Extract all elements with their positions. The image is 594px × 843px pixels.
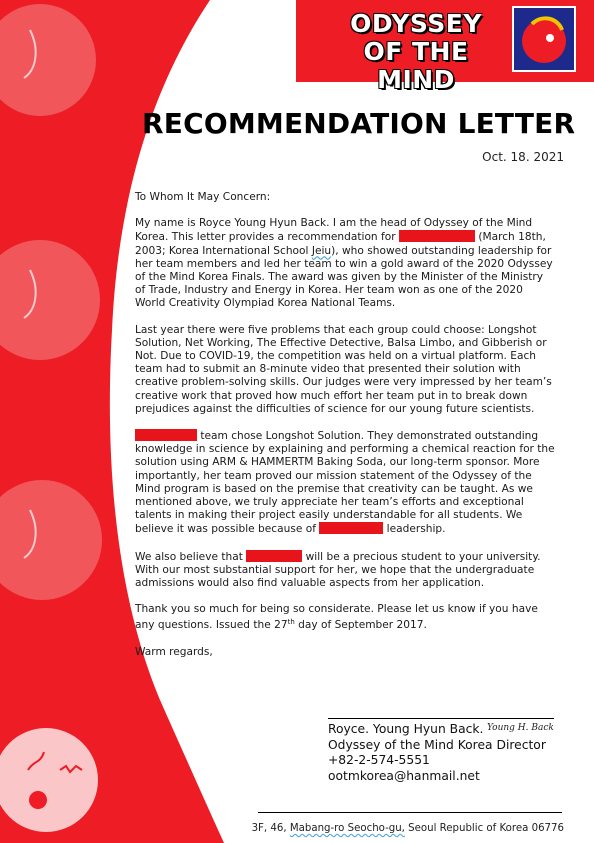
footer-divider <box>258 812 562 813</box>
redacted-name <box>319 522 383 534</box>
redacted-name <box>246 550 302 562</box>
letter-date: Oct. 18. 2021 <box>482 150 564 164</box>
paragraph-4: We also believe that will be a precious student to your university. With our most substantial support for her, we hope that the undergraduate admissions would also find valuable aspects from her application. <box>135 550 541 590</box>
letter-body <box>135 191 555 672</box>
paragraph-1: My name is Royce Young Hyun Back. I am the head of Odyssey of the Mind Korea. This letter provides a recommendation for (March 18th, 2003; Korea International School Jeiu), who showed outstanding leadership for her team members and led her team to win a gold award of the 2020 Odyssey of the Mind Korea Finals. The award was given by the Minister of the Ministry of Trade, Industry and Energy in Korea. Her team won as one of the 2020 World Creativity Olympiad Korea National Teams. <box>135 217 553 310</box>
signature-block <box>328 722 568 784</box>
logo-wordmark <box>326 10 506 94</box>
signer-phone: +82-2-574-5551 <box>328 753 430 767</box>
logo-banner <box>296 0 594 94</box>
paragraph-3: team chose Longshot Solution. They demonstrated outstanding knowledge in science by explaining and performing a chemical reaction for the solution using ARM & HAMMERTM Baking Soda, our long-term sponsor. More importantly, her team proved our mission statement of the Odyssey of the Mind program is based on the premise that creativity can be taught. As we mentioned above, we truly appreciate her team’s efforts and exceptional talents in making their project easily understandable for all students. We believe it was possible because of leadership. <box>135 430 555 536</box>
handwritten-signature: Young H. Back <box>487 723 554 733</box>
paragraph-5: Thank you so much for being so considerate. Please let us know if you have any questions. Issued the 27th day of September 2017. <box>135 603 538 632</box>
logo-line-1: ODYSSEY <box>350 9 482 38</box>
closing: Warm regards, <box>135 645 213 658</box>
logo-emblem-icon <box>512 6 576 72</box>
salutation: To Whom It May Concern: <box>135 191 271 203</box>
page-title: RECOMMENDATION LETTER <box>142 107 576 140</box>
signer-email: ootmkorea@hanmail.net <box>328 768 480 783</box>
signature-line <box>328 718 554 719</box>
paragraph-2: Last year there were five problems that each group could choose: Longshot Solution, Net Working, The Effective Detective, Balsa Limbo, and Gibberish or Not. Due to COVID-19, the competition was held on a virtual platform. Each team had to submit an 8-minute video that presented their solution with creative problem-solving skills. Our judges were very impressed by her team’s creative work that proved how much effort her team put in to break down prejudices against the difficulties of science for our young future scientists. <box>135 323 552 415</box>
footer-address: 3F, 46, Mabang-ro Seocho-gu, Seoul Republic of Korea 06776 <box>251 823 564 834</box>
logo-line-2: OF THE MIND <box>363 37 469 94</box>
redacted-name <box>399 230 475 242</box>
signer-role: Odyssey of the Mind Korea Director <box>328 737 546 752</box>
redacted-name <box>135 429 197 441</box>
signer-name: Royce. Young Hyun Back. <box>328 722 484 736</box>
